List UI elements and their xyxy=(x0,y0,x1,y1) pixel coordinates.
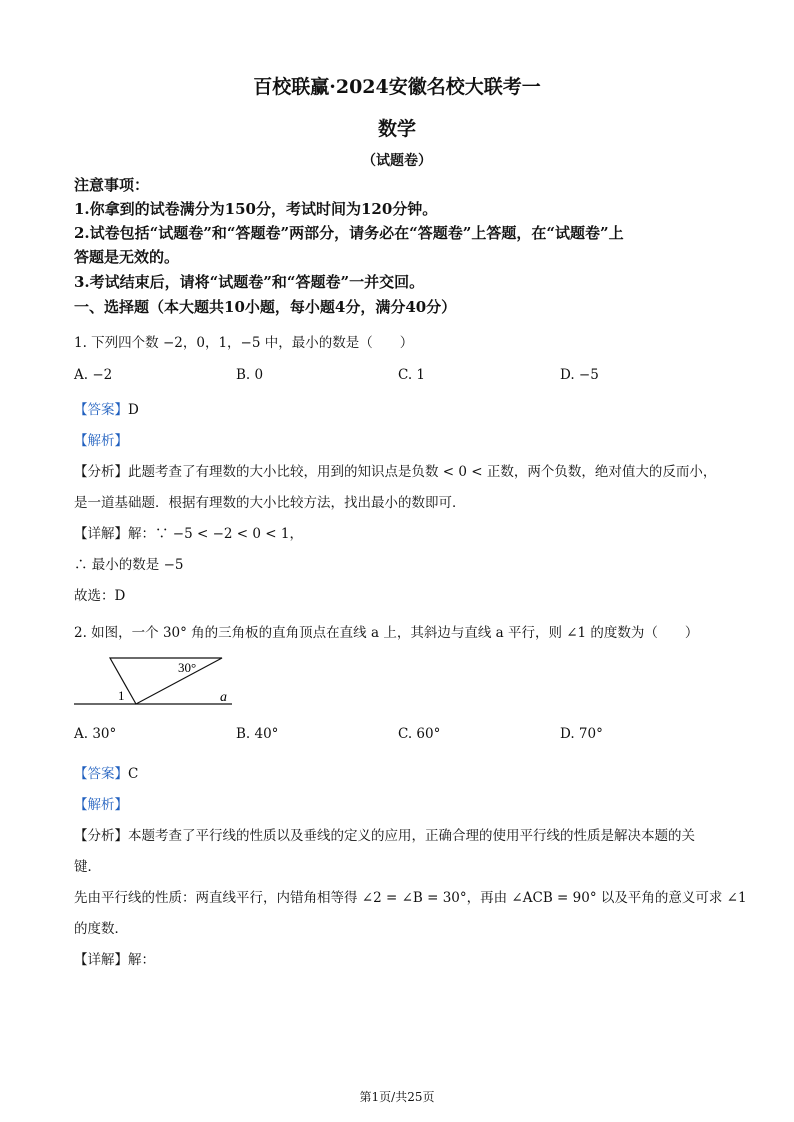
option-c: C. 60° xyxy=(398,726,441,742)
analysis-tag: 【解析】 xyxy=(74,797,128,813)
analysis-line: 键． xyxy=(74,859,101,875)
exam-title: 百校联赢·2024安徽名校大联考一 xyxy=(253,76,541,98)
triangle-figure xyxy=(70,650,240,710)
option-b: B. 40° xyxy=(236,726,279,742)
notice-item: 答题是无效的。 xyxy=(74,248,180,266)
analysis-line xyxy=(74,824,695,844)
detail-tag: 【详解】 xyxy=(74,952,128,968)
fenxi-tag: 【分析】 xyxy=(74,828,128,844)
option-b: B. 0 xyxy=(236,367,264,383)
answer-tag: 【答案】 xyxy=(74,402,128,418)
detail-tag: 【详解】 xyxy=(74,526,128,542)
answer-line xyxy=(74,762,138,782)
detail-line xyxy=(74,948,155,968)
choice-line: 故选：D xyxy=(74,588,126,604)
answer-value: D xyxy=(128,402,139,418)
detail-line xyxy=(74,522,303,542)
notice-item: 1.你拿到的试卷满分为150分，考试时间为120分钟。 xyxy=(74,200,438,218)
angle-30-label: 30° xyxy=(178,660,197,675)
detail-text: 解：∵ −5 < −2 < 0 < 1， xyxy=(128,526,303,542)
fenxi-tag: 【分析】 xyxy=(74,464,128,480)
option-a: A. 30° xyxy=(74,726,117,742)
option-a: A. −2 xyxy=(74,367,113,383)
analysis-line xyxy=(74,460,716,480)
line-a-label: a xyxy=(220,690,227,705)
paper-type: （试题卷） xyxy=(362,153,432,169)
detail-line: ∴ 最小的数是 −5 xyxy=(74,557,184,573)
notice-heading: 注意事项： xyxy=(74,176,150,194)
section-heading: 一、选择题（本大题共10小题，每小题4分，满分40分） xyxy=(74,298,457,316)
triangle-ruler xyxy=(110,658,222,704)
method-line: 先由平行线的性质：两直线平行，内错角相等得 ∠2 = ∠B = 30°，再由 ∠ACB = 90° 以及平角的意义可求 ∠1 xyxy=(74,890,747,906)
answer-line xyxy=(74,398,139,418)
fenxi-text: 此题考查了有理数的大小比较，用到的知识点是负数 < 0 < 正数，两个负数，绝对值大的反而小， xyxy=(128,464,717,480)
fenxi-text: 本题考查了平行线的性质以及垂线的定义的应用，正确合理的使用平行线的性质是解决本题的关 xyxy=(128,828,695,844)
angle-1-label: 1 xyxy=(118,688,125,703)
question-stem: 2. 如图，一个 30° 角的三角板的直角顶点在直线 a 上，其斜边与直线 a 平行，则 ∠1 的度数为（ ） xyxy=(74,625,699,641)
answer-tag: 【答案】 xyxy=(74,766,128,782)
page-number: 第1页/共25页 xyxy=(359,1090,435,1104)
option-c: C. 1 xyxy=(398,367,426,383)
option-d: D. −5 xyxy=(560,367,599,383)
detail-text: 解： xyxy=(128,952,155,968)
notice-item: 3.考试结束后，请将“试题卷”和“答题卷”一并交回。 xyxy=(74,273,425,291)
option-d: D. 70° xyxy=(560,726,603,742)
method-line: 的度数． xyxy=(74,921,128,937)
subject-title: 数学 xyxy=(377,118,416,140)
question-stem: 1. 下列四个数 −2，0，1，−5 中，最小的数是（ ） xyxy=(74,335,414,351)
analysis-tag: 【解析】 xyxy=(74,433,128,449)
answer-value: C xyxy=(128,766,139,782)
notice-item: 2.试卷包括“试题卷”和“答题卷”两部分，请务必在“答题卷”上答题，在“试题卷”上 xyxy=(74,224,624,242)
analysis-line: 是一道基础题．根据有理数的大小比较方法，找出最小的数即可． xyxy=(74,495,466,511)
